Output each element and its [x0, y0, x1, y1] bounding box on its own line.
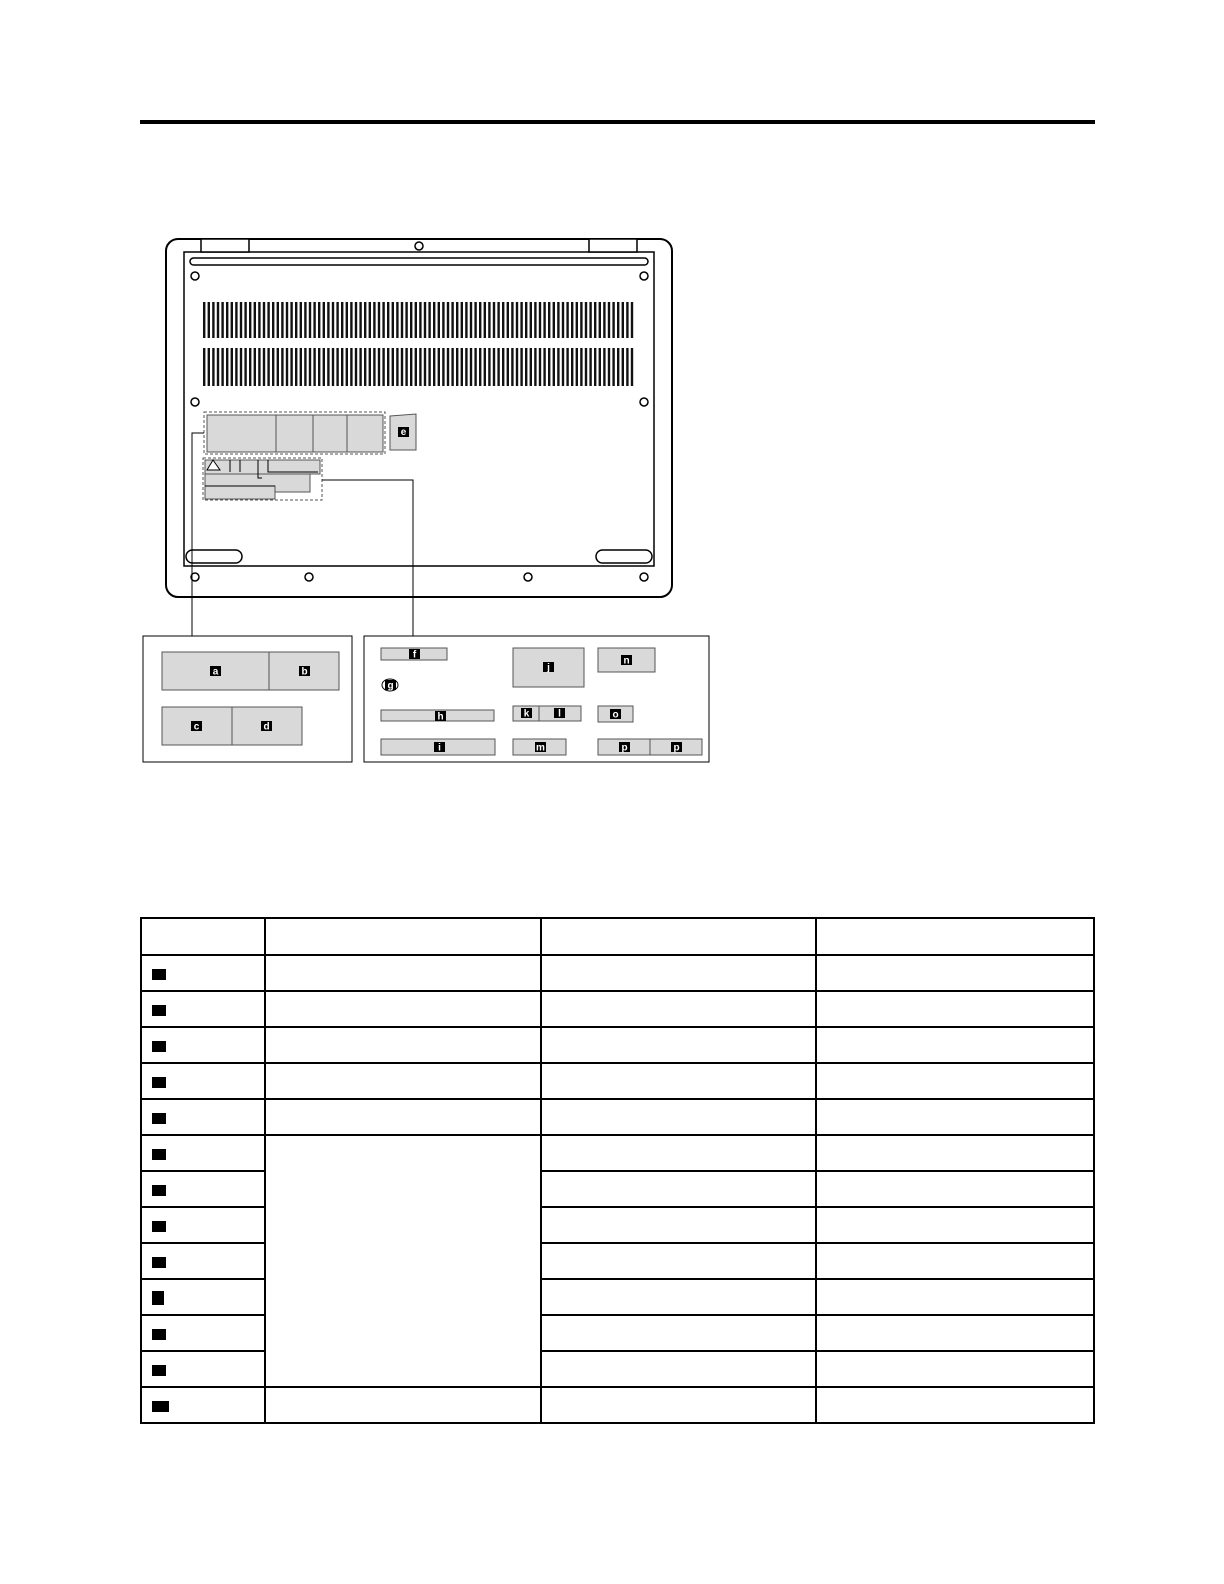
- vent-slot: [350, 302, 352, 338]
- vent-slot: [382, 302, 384, 338]
- table-row: [141, 1063, 1094, 1099]
- table-cell: [541, 955, 817, 991]
- table-cell: [816, 1243, 1094, 1279]
- rubber-foot-left: [186, 550, 242, 563]
- vent-slot: [304, 302, 306, 338]
- vent-slot: [438, 348, 440, 386]
- vent-slot: [258, 348, 260, 386]
- tag-right-2-text: h: [437, 711, 444, 723]
- table-cell: [816, 1315, 1094, 1351]
- vent-slot: [341, 302, 343, 338]
- vent-slot: [405, 302, 407, 338]
- vent-slot: [318, 302, 320, 338]
- vent-slot: [277, 302, 279, 338]
- vent-slot: [539, 348, 541, 386]
- vent-slot: [309, 348, 311, 386]
- vent-slot: [410, 302, 412, 338]
- vent-slot: [355, 348, 357, 386]
- vent-slot: [534, 348, 536, 386]
- table-cell: [265, 991, 541, 1027]
- label-d: [347, 415, 383, 452]
- vent-slot: [447, 348, 449, 386]
- table-row: [141, 1135, 1094, 1171]
- tag-right-1-text: g: [387, 680, 394, 692]
- tag-right-0-text: f: [412, 649, 417, 661]
- vent-slot: [622, 302, 624, 338]
- tag-right-7-text: m: [536, 742, 545, 754]
- vent-slot: [327, 348, 329, 386]
- key-cell: [141, 955, 265, 991]
- key-cell: [141, 1207, 265, 1243]
- vent-slot: [571, 302, 573, 338]
- vent-slot: [520, 348, 522, 386]
- table-cell: [541, 1063, 817, 1099]
- key-cell: [141, 1099, 265, 1135]
- vent-slot: [217, 302, 219, 338]
- vent-slot: [359, 302, 361, 338]
- table-cell: [541, 1207, 817, 1243]
- vent-slot: [212, 302, 214, 338]
- header-cell: [816, 918, 1094, 955]
- screw: [191, 272, 199, 280]
- key-marker-g: [152, 1185, 166, 1196]
- vent-slot: [208, 348, 210, 386]
- vent-slot: [378, 302, 380, 338]
- table-cell: [265, 1063, 541, 1099]
- vent-slot: [336, 348, 338, 386]
- key-marker-e: [152, 1113, 166, 1124]
- vent-slot: [309, 302, 311, 338]
- vent-slot: [249, 348, 251, 386]
- vent-slot: [327, 302, 329, 338]
- vent-slot: [254, 348, 256, 386]
- table-cell: [541, 1099, 817, 1135]
- vent-slot: [433, 302, 435, 338]
- vent-slot: [387, 302, 389, 338]
- tag-right-4-text: j: [547, 662, 550, 674]
- vent-slot: [617, 302, 619, 338]
- table-cell: [265, 1027, 541, 1063]
- vent-slot: [553, 348, 555, 386]
- vent-slot: [221, 348, 223, 386]
- table-cell: [816, 1099, 1094, 1135]
- vent-slot: [488, 348, 490, 386]
- vent-slot: [470, 348, 472, 386]
- vent-slot: [456, 348, 458, 386]
- vent-slot: [419, 348, 421, 386]
- label-a: [207, 415, 276, 452]
- vent-slot: [456, 302, 458, 338]
- rubber-foot-right: [596, 550, 652, 563]
- vent-slot: [290, 348, 292, 386]
- key-cell: [141, 1171, 265, 1207]
- screw: [191, 398, 199, 406]
- vent-slot: [346, 348, 348, 386]
- vent-slot: [244, 302, 246, 338]
- vent-slot: [447, 302, 449, 338]
- vent-slot: [465, 302, 467, 338]
- vent-slot: [433, 348, 435, 386]
- vent-slot: [484, 348, 486, 386]
- vent-slot: [599, 348, 601, 386]
- vent-slot: [493, 348, 495, 386]
- vent-slot: [557, 348, 559, 386]
- vent-slot: [235, 348, 237, 386]
- vent-slot: [359, 348, 361, 386]
- table-cell: [816, 1351, 1094, 1387]
- vent-slot: [594, 348, 596, 386]
- key-marker-m: [152, 1401, 169, 1412]
- vent-slot: [451, 348, 453, 386]
- vent-slot: [286, 302, 288, 338]
- table-cell: [816, 1171, 1094, 1207]
- tag-right-3-text: i: [438, 742, 441, 754]
- vent-slot: [543, 302, 545, 338]
- key-marker-k: [152, 1329, 166, 1340]
- table-cell: [816, 1063, 1094, 1099]
- vent-slot: [589, 302, 591, 338]
- vent-slot: [323, 302, 325, 338]
- vent-slot: [295, 348, 297, 386]
- vent-slot: [557, 302, 559, 338]
- key-cell: [141, 1387, 265, 1423]
- key-marker-j: [152, 1291, 164, 1305]
- key-cell: [141, 1315, 265, 1351]
- tag-left-0-text: a: [212, 666, 219, 678]
- vent-slot: [424, 348, 426, 386]
- tag-right-10-text: p: [621, 742, 628, 754]
- vent-slot: [240, 302, 242, 338]
- vent-slot: [341, 348, 343, 386]
- tag-left-1-text: b: [301, 666, 308, 678]
- spec-table: [140, 917, 1095, 1424]
- vent-slot: [249, 302, 251, 338]
- vent-slot: [313, 302, 315, 338]
- vent-slot: [470, 302, 472, 338]
- vent-slot: [585, 302, 587, 338]
- vent-slot: [562, 348, 564, 386]
- vent-slot: [364, 348, 366, 386]
- vent-slot: [530, 302, 532, 338]
- table-cell: [265, 1387, 541, 1423]
- vent-slot: [235, 302, 237, 338]
- tag-left-2-text: c: [193, 721, 200, 733]
- vent-slot: [548, 302, 550, 338]
- vent-slot: [543, 348, 545, 386]
- vent-slot: [507, 348, 509, 386]
- vent-slot: [589, 348, 591, 386]
- vent-slot: [415, 302, 417, 338]
- vent-slot: [474, 302, 476, 338]
- vent-slot: [396, 348, 398, 386]
- vent-slot: [267, 302, 269, 338]
- top-rubber-foot: [190, 258, 648, 265]
- header-cell: [265, 918, 541, 955]
- vent-slot: [608, 302, 610, 338]
- vent-slot: [442, 348, 444, 386]
- vent-slot: [502, 302, 504, 338]
- vent-slot: [336, 302, 338, 338]
- vent-slot: [566, 348, 568, 386]
- vent-slot: [231, 348, 233, 386]
- screw: [640, 573, 648, 581]
- vent-slot: [346, 302, 348, 338]
- vent-slot: [548, 348, 550, 386]
- vent-slot: [396, 302, 398, 338]
- vent-slot: [208, 302, 210, 338]
- vent-slot: [516, 348, 518, 386]
- vent-slot: [332, 348, 334, 386]
- vent-slot: [364, 302, 366, 338]
- vent-slot: [534, 302, 536, 338]
- key-marker-l: [152, 1365, 166, 1376]
- table-cell: [541, 1243, 817, 1279]
- vent-slot: [631, 302, 633, 338]
- vent-slot: [617, 348, 619, 386]
- key-cell: [141, 1135, 265, 1171]
- table-cell: [816, 991, 1094, 1027]
- vent-slot: [608, 348, 610, 386]
- vent-slot: [497, 302, 499, 338]
- vent-slot: [373, 348, 375, 386]
- table-cell: [541, 1279, 817, 1315]
- tag-right-9-text: o: [612, 709, 619, 721]
- vent-slot: [332, 302, 334, 338]
- vent-slot: [603, 302, 605, 338]
- top-screw: [415, 242, 423, 250]
- label-b: [276, 415, 313, 452]
- vent-slot: [369, 348, 371, 386]
- vent-slot: [221, 302, 223, 338]
- vent-slot: [355, 302, 357, 338]
- table-cell: [541, 1135, 817, 1171]
- tag-right-5-text: k: [523, 708, 530, 720]
- vent-slot: [451, 302, 453, 338]
- vent-slot: [226, 348, 228, 386]
- vent-slot: [530, 348, 532, 386]
- vent-slot: [263, 348, 265, 386]
- vent-slot: [295, 302, 297, 338]
- vent-slot: [576, 302, 578, 338]
- vent-slot: [318, 348, 320, 386]
- spec-table-wrapper: [140, 917, 1095, 1424]
- vent-slot: [612, 348, 614, 386]
- vent-slot: [244, 348, 246, 386]
- vent-slot: [373, 302, 375, 338]
- vent-slot: [405, 348, 407, 386]
- vent-slot: [562, 302, 564, 338]
- vent-slot: [479, 348, 481, 386]
- tag-right-6-text: l: [558, 708, 561, 720]
- table-row: [141, 991, 1094, 1027]
- vent-slot: [497, 348, 499, 386]
- tag-right-11-text: p: [673, 742, 680, 754]
- vent-slot: [502, 348, 504, 386]
- vent-slot: [576, 348, 578, 386]
- vent-slot: [424, 302, 426, 338]
- screw: [640, 272, 648, 280]
- key-marker-i: [152, 1257, 166, 1268]
- table-cell: [816, 1387, 1094, 1423]
- table-cell: [816, 1135, 1094, 1171]
- vent-slot: [254, 302, 256, 338]
- vent-slot: [272, 348, 274, 386]
- vent-slot: [484, 302, 486, 338]
- vent-slot: [290, 302, 292, 338]
- screw: [305, 573, 313, 581]
- table-row: [141, 1387, 1094, 1423]
- vent-slot: [603, 348, 605, 386]
- key-marker-a: [152, 969, 166, 980]
- vent-slot: [580, 302, 582, 338]
- vent-slot: [369, 302, 371, 338]
- vent-slot: [203, 348, 205, 386]
- vent-slot: [626, 348, 628, 386]
- key-cell: [141, 1243, 265, 1279]
- vent-slot: [571, 348, 573, 386]
- table-cell: [541, 1171, 817, 1207]
- vent-slot: [401, 302, 403, 338]
- table-cell: [265, 955, 541, 991]
- vent-slot: [525, 302, 527, 338]
- table-cell: [541, 1027, 817, 1063]
- vent-slot: [585, 348, 587, 386]
- key-marker-h: [152, 1221, 166, 1232]
- vent-slot: [493, 302, 495, 338]
- vent-slot: [622, 348, 624, 386]
- vent-slot: [461, 302, 463, 338]
- vent-slot: [428, 348, 430, 386]
- vent-slot: [300, 302, 302, 338]
- key-cell: [141, 1063, 265, 1099]
- vent-slot: [401, 348, 403, 386]
- vent-slot: [263, 302, 265, 338]
- vent-slot: [267, 348, 269, 386]
- left-hinge: [201, 239, 249, 252]
- table-cell: [816, 955, 1094, 991]
- vent-slot: [212, 348, 214, 386]
- vent-slot: [300, 348, 302, 386]
- screw: [524, 573, 532, 581]
- key-marker-f: [152, 1149, 166, 1160]
- table-cell: [265, 1099, 541, 1135]
- key-marker-b: [152, 1005, 166, 1016]
- table-header-row: [141, 918, 1094, 955]
- table-cell: [816, 1027, 1094, 1063]
- label-block-2: [205, 486, 275, 499]
- tag-left-3-text: d: [263, 721, 270, 733]
- table-cell: [816, 1207, 1094, 1243]
- table-row: [141, 1099, 1094, 1135]
- vent-slot: [465, 348, 467, 386]
- vent-slot: [281, 348, 283, 386]
- vent-slot: [277, 348, 279, 386]
- vent-slot: [203, 302, 205, 338]
- vent-slot: [382, 348, 384, 386]
- vent-slot: [258, 302, 260, 338]
- table-cell: [541, 1387, 817, 1423]
- vent-slot: [626, 302, 628, 338]
- vent-slot: [488, 302, 490, 338]
- table-cell: [816, 1279, 1094, 1315]
- vent-slot: [217, 348, 219, 386]
- table-row: [141, 955, 1094, 991]
- vent-slot: [594, 302, 596, 338]
- key-cell: [141, 1351, 265, 1387]
- vent-slot: [415, 348, 417, 386]
- vent-slot: [378, 348, 380, 386]
- table-cell: [541, 991, 817, 1027]
- table-cell: [541, 1351, 817, 1387]
- vent-slot: [231, 302, 233, 338]
- vent-slot: [599, 302, 601, 338]
- vent-slot: [539, 302, 541, 338]
- header-cell: [141, 918, 265, 955]
- vent-slot: [410, 348, 412, 386]
- vent-slot: [392, 348, 394, 386]
- vent-slot: [323, 348, 325, 386]
- vent-slot: [580, 348, 582, 386]
- vent-slot: [272, 302, 274, 338]
- screw: [640, 398, 648, 406]
- vent-slot: [511, 348, 513, 386]
- key-cell: [141, 1279, 265, 1315]
- key-marker-c: [152, 1041, 166, 1052]
- header-cell: [541, 918, 817, 955]
- vent-slot: [631, 348, 633, 386]
- vent-slot: [226, 302, 228, 338]
- tag-e-text: e: [400, 427, 407, 438]
- vent-slot: [507, 302, 509, 338]
- vent-slot: [461, 348, 463, 386]
- key-cell: [141, 1027, 265, 1063]
- vent-slot: [387, 348, 389, 386]
- vent-slot: [392, 302, 394, 338]
- vent-slot: [350, 348, 352, 386]
- vent-slot: [525, 348, 527, 386]
- vent-slot: [419, 302, 421, 338]
- vent-slot: [281, 302, 283, 338]
- vent-slot: [304, 348, 306, 386]
- key-cell: [141, 991, 265, 1027]
- label-c: [313, 415, 347, 452]
- table-row: [141, 1027, 1094, 1063]
- vent-slot: [286, 348, 288, 386]
- vent-slot: [553, 302, 555, 338]
- vent-slot: [438, 302, 440, 338]
- vent-slot: [516, 302, 518, 338]
- vent-slot: [474, 348, 476, 386]
- tag-right-8-text: n: [623, 655, 630, 667]
- vent-slot: [313, 348, 315, 386]
- right-hinge: [589, 239, 637, 252]
- key-marker-d: [152, 1077, 166, 1088]
- vent-slot: [566, 302, 568, 338]
- vent-slot: [612, 302, 614, 338]
- table-cell: [541, 1315, 817, 1351]
- vent-slot: [240, 348, 242, 386]
- vent-slot: [428, 302, 430, 338]
- vent-slot: [520, 302, 522, 338]
- table-cell-merged: [265, 1135, 541, 1387]
- vent-slot: [442, 302, 444, 338]
- vent-slot: [511, 302, 513, 338]
- vent-slot: [479, 302, 481, 338]
